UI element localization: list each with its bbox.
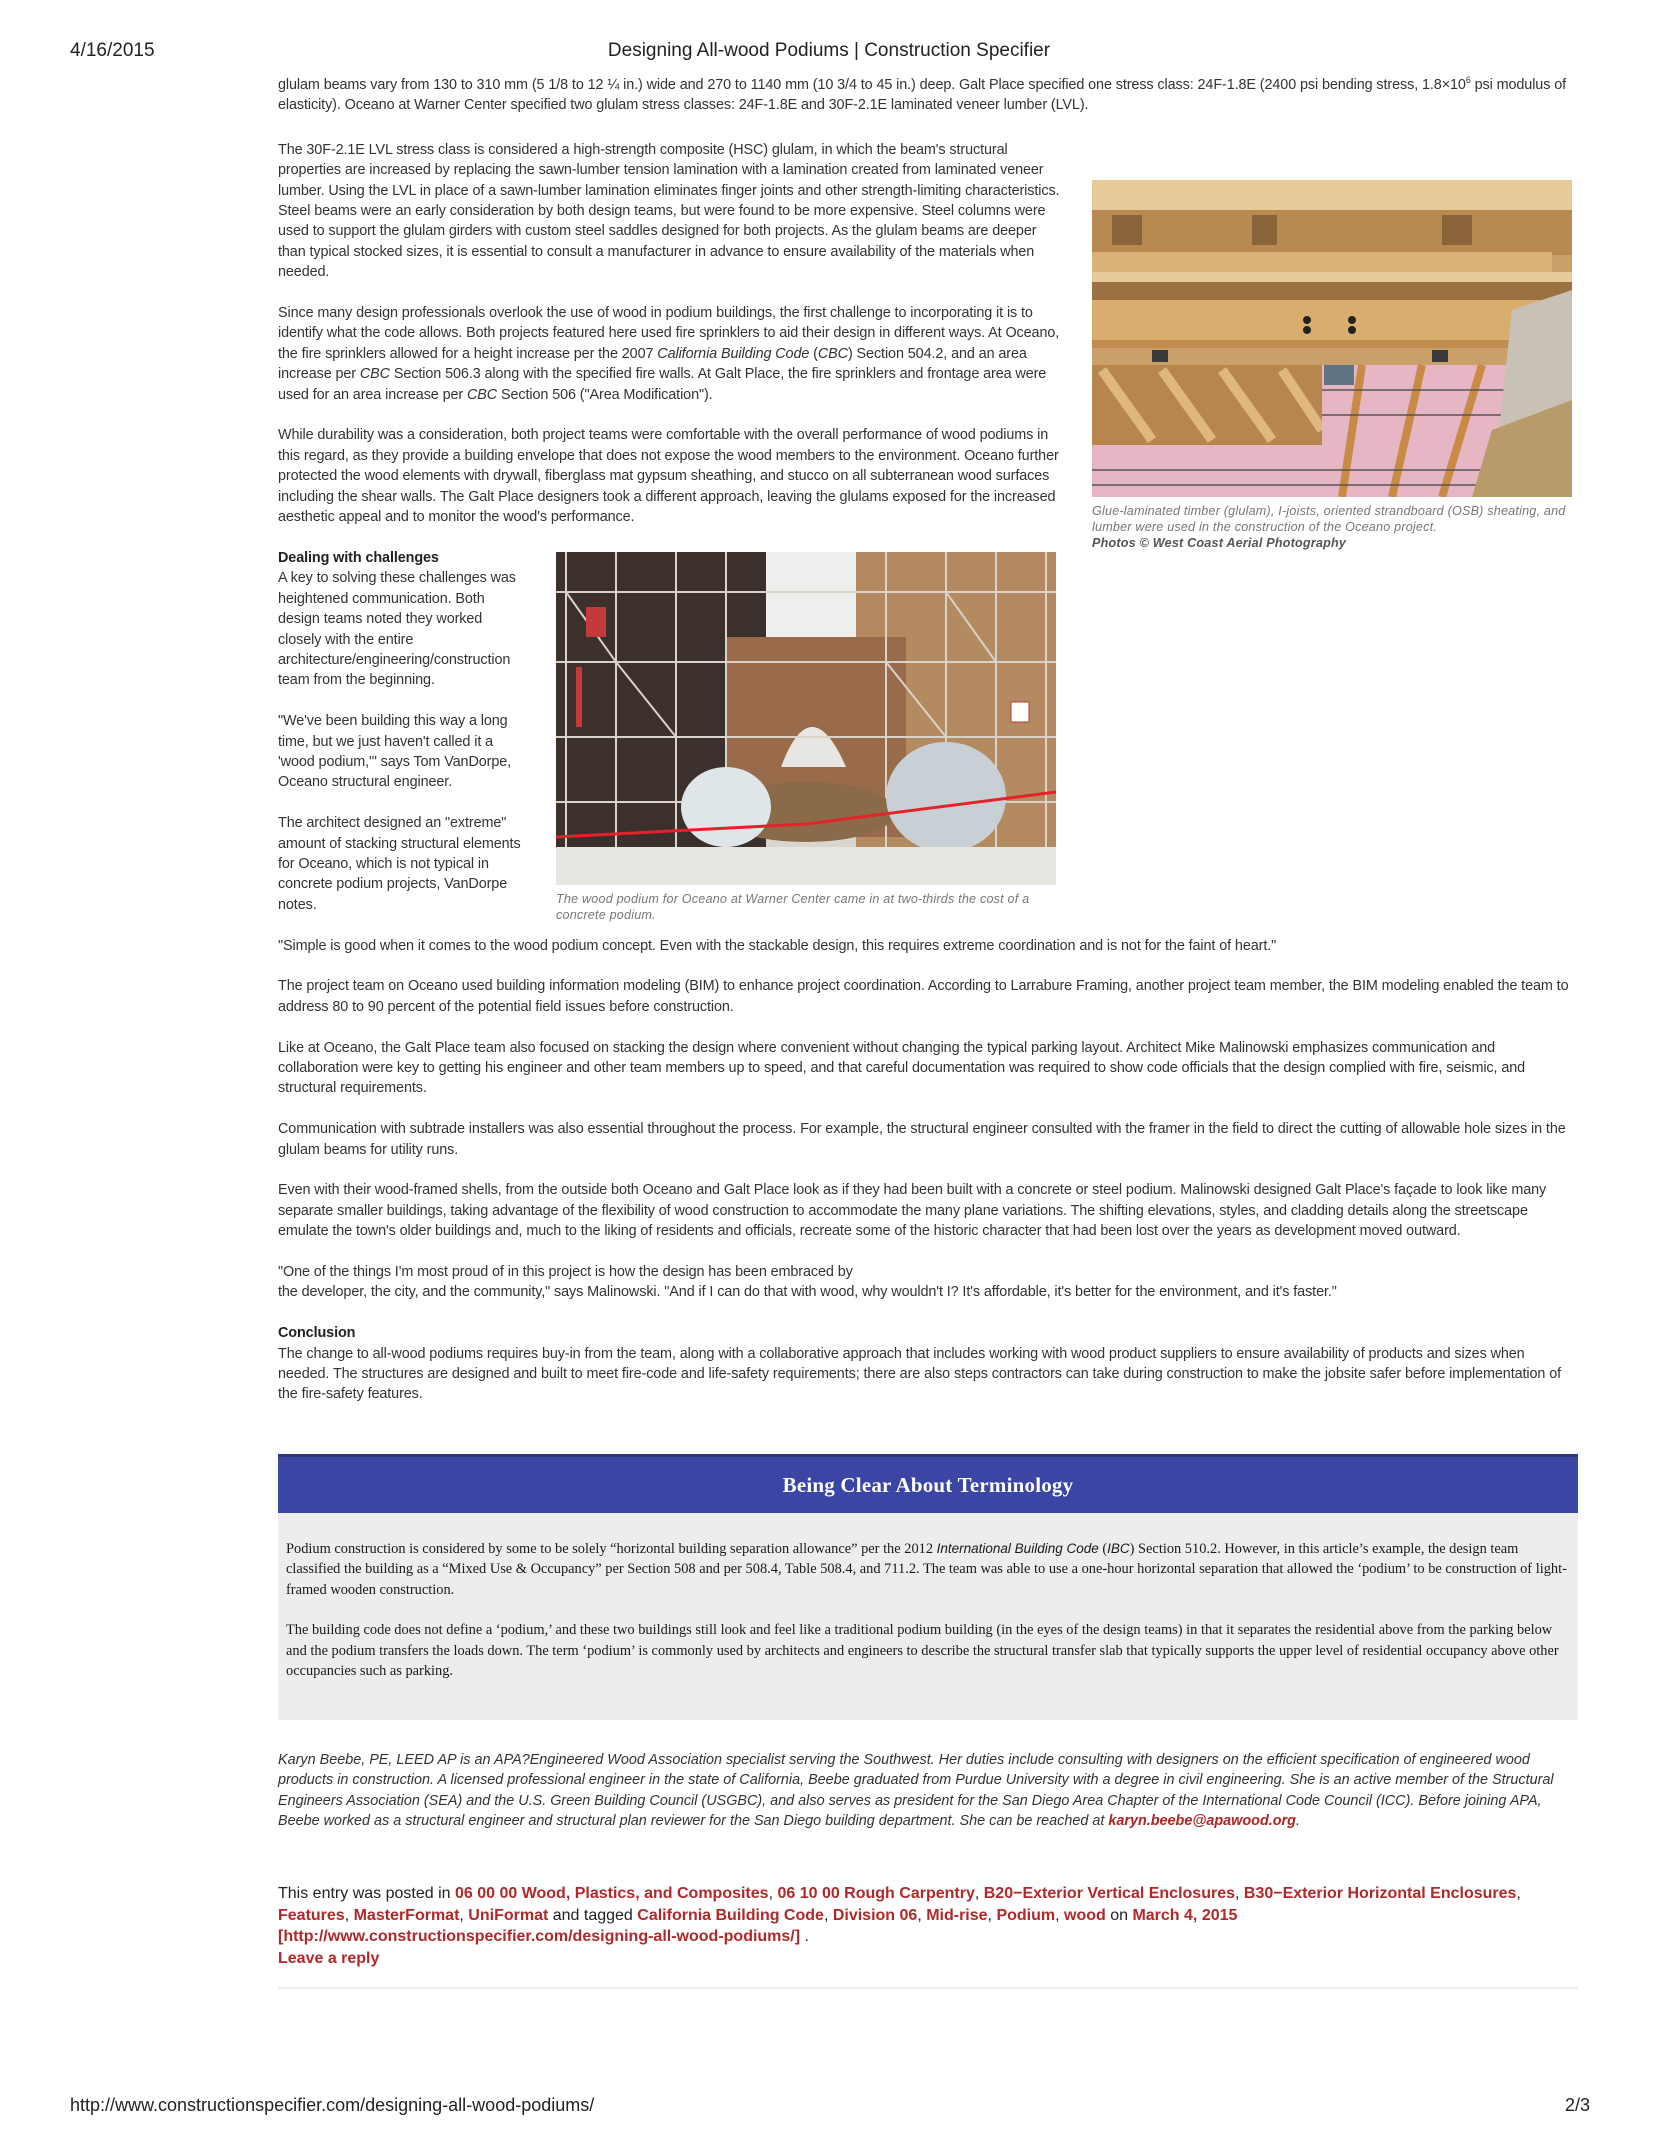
paragraph-galt: Like at Oceano, the Galt Place team also focused on stacking the design where convenient without changing the typical parking layout. Architect Mike Malinowski emphasizes communication and collaboration were key to getting his engineer and other team members up to speed, and that careful documentation was required to show code officials that the design complied with fire, seismic, and structural requirements. [278, 1039, 1526, 1097]
bio-text: Karyn Beebe, PE, LEED AP is an APA?Engineered Wood Association specialist serving the Southwest. Her duties include consulting with designers on the efficient specification of engineered wood products in construction. A licensed professional engineer in the state of California, Beebe graduated from Purdue University with a degree in civil engineering. She is an active member of the Structural Engineers Association (SEA) and the U.S. Green Building Council (USGBC), and also serves as president for the San Diego Area Chapter of the International Code Council (ICC). Before joining APA, Beebe worked as a structural engineer and structural plan reviewer for the San Diego building department. She can be reached at [278, 1752, 1554, 1830]
code-abbr: CBC [467, 386, 498, 403]
paragraph-key: A key to solving these challenges was heightened communication. Both design teams noted they worked closely with the entire architecture/engineering/construction team from the beginning. [278, 570, 516, 689]
heading-conclusion: Conclusion [278, 1325, 356, 1342]
posted-in-label: This entry was posted in [278, 1885, 455, 1902]
code-text-e: Section 506 ("Area Modification"). [497, 386, 713, 403]
print-date: 4/16/2015 [70, 40, 155, 61]
print-footer-url: http://www.constructionspecifier.com/designing-all-wood-podiums/ [70, 2095, 595, 2115]
quote-line-a: "One of the things I'm most proud of in this project is how the design has been embraced by [278, 1263, 853, 1280]
period: . [800, 1928, 809, 1946]
bio-end: . [1295, 1813, 1300, 1830]
figure-oceano-podium [556, 552, 1056, 923]
category-link[interactable]: UniFormat [468, 1906, 549, 1924]
quote-line-b: the developer, the city, and the community," says Malinowski. "And if I can do that with wood, why wouldn't I? It's affordable, it's better for the environment, and it's faster." [278, 1284, 1337, 1301]
paragraph-durability: While durability was a consideration, both project teams were comfortable with the overall performance of wood podiums in this regard, as they provide a building envelope that does not expose the wood members to the environment. Oceano further protected the wood elements with drywall, fiberglass mat gypsum sheathing, and stucco on all subterranean wood surfaces including the shear walls. The Galt Place designers took a different approach, leaving the glulams exposed for the increased aesthetic appeal and to monitor the wood's performance. [278, 427, 1059, 526]
ibc-title: International Building Code [936, 1541, 1099, 1556]
term-text-b: ( [1098, 1541, 1108, 1557]
category-link[interactable]: Features [278, 1906, 345, 1924]
photo-credit: Photos © West Coast Aerial Photography [1092, 535, 1347, 550]
photo-oceano-podium [556, 552, 1056, 885]
paragraph-conclusion: The change to all-wood podiums requires buy-in from the team, along with a collaborative approach that includes working with wood product suppliers to ensure availability of products and sizes when needed. The structures are designed and built to meet fire-code and life-safety requirements; there are also steps contractors can take during construction to make the jobsite safer before implementation of the fire-safety features. [278, 1345, 1562, 1403]
print-page-number: 2/3 [1565, 2095, 1591, 2115]
tag-link[interactable]: California Building Code [637, 1906, 824, 1924]
intro-text-a: glulam beams vary from 130 to 310 mm (5 1/8 to 12 ¼ in.) wide and 270 to 1140 mm (10 3/4 to 45 in.) deep. Galt Place specified one stress class: 24F-1.8E (2400 psi bending stress, 1.8×10 [278, 77, 1466, 93]
category-link[interactable]: MasterFormat [353, 1906, 460, 1924]
print-page-title: Designing All-wood Podiums | Construction Specifier [607, 40, 1051, 61]
permalink[interactable]: [http://www.constructionspecifier.com/designing-all-wood-podiums/] [278, 1928, 801, 1946]
code-title: California Building Code [657, 345, 810, 362]
entry-meta: This entry was posted in 06 00 00 Wood, Plastics, and Composites, 06 10 00 Rough Carpentry, B20−Exterior Vertical Enclosures, B30−Exterior Horizontal Enclosures, Features, MasterFormat, UniFormat and tagged California Building Code, Division 06, Mid-rise, Podium, wood on March 4, 2015 [http://www.constructionspecifier.com/designing-all-wood-podiums/] . Leave a reply [278, 1885, 1521, 1967]
figure1-caption-text: Glue-laminated timber (glulam), I-joists, oriented strandboard (OSB) sheating, and lumber were used in the construction of the Oceano project. [1092, 503, 1566, 534]
category-link[interactable]: B20−Exterior Vertical Enclosures [983, 1885, 1235, 1902]
paragraph-quote-simple: "Simple is good when it comes to the wood podium concept. Even with the stackable design, this requires extreme coordination and is not for the faint of heart." [278, 937, 1277, 954]
terminology-banner [278, 1454, 1578, 1513]
code-text-d: Section 506.3 along with the specified fire walls. At Galt Place, the fire sprinklers and frontage area were used for an area increase per [278, 366, 1047, 403]
post-date-link[interactable]: March 4, 2015 [1132, 1906, 1238, 1924]
on-label: on [1105, 1906, 1133, 1924]
author-bio [278, 1750, 1578, 1832]
paragraph-quote-vandorpe: "We've been building this way a long time, but we just haven't called it a 'wood podium,'" says Tom VanDorpe, Oceano structural engineer. [278, 713, 512, 791]
leave-reply-link[interactable]: Leave a reply [278, 1949, 380, 1967]
photo-scaffolding-illustration [556, 552, 1056, 885]
paragraph-shells: Even with their wood-framed shells, from the outside both Oceano and Galt Place look as if they had been built with a concrete or steel podium. Malinowski designed Galt Place's façade to look like many separate smaller buildings, taking advantage of the flexibility of wood construction to accommodate the many plane variations. The shifting elevations, styles, and cladding details along the streetscape emulate the town's older buildings and, much to the liking of residents and officials, recreate some of the historic character that had been lost over the years as development moved outward. [278, 1182, 1547, 1240]
terminology-paragraph-1 [286, 1539, 1570, 1600]
heading-dealing-with-challenges: Dealing with challenges [278, 549, 439, 566]
paragraph-hsc: The 30F-2.1E LVL stress class is considered a high-strength composite (HSC) glulam, in which the beam's structural properties are increased by replacing the sawn-lumber tension lamination with a lamination created from laminated veneer lumber. Using the LVL in place of a sawn-lumber lamination eliminates finger joints and other strength-limiting characteristics. Steel beams were an early consideration by both design teams, but were found to be more expensive. Steel columns were used to support the glulam girders with custom steel saddles designed for both projects. As the glulam beams are deeper than typical stocked sizes, it is essential to consult a manufacturer in advance to ensure availability of the materials when needed. [278, 141, 1060, 281]
ibc-abbr: IBC [1107, 1541, 1130, 1556]
category-link[interactable]: 06 10 00 Rough Carpentry [777, 1885, 975, 1902]
tag-link[interactable]: wood [1064, 1906, 1106, 1924]
terminology-title: Being Clear About Terminology [782, 1472, 1074, 1497]
category-link[interactable]: 06 00 00 Wood, Plastics, and Composites [454, 1885, 769, 1902]
tag-link[interactable]: Mid-rise [926, 1906, 988, 1924]
terminology-body [278, 1513, 1578, 1720]
paragraph-subtrade: Communication with subtrade installers was also essential throughout the process. For example, the structural engineer consulted with the framer in the field to direct the cutting of allowable hole sizes in the glulam beams for utility runs. [278, 1121, 1566, 1158]
code-abbr: CBC [359, 366, 390, 383]
code-abbr: CBC [817, 345, 848, 362]
tag-link[interactable]: Podium [996, 1906, 1056, 1924]
photo-glulam-illustration [1092, 180, 1572, 497]
divider [278, 1987, 1578, 1989]
code-text-a: Since many design professionals overlook the use of wood in podium buildings, the first challenge to incorporating it is to identify what the code allows. Both projects featured here used fire sprinklers to aid their design in different ways. At Oceano, the fire sprinklers allowed for a height increase per the 2007 [278, 305, 1060, 362]
intro-text-b: psi modulus of elasticity). Oceano at Warner Center specified two glulam stress classes: 24F-1.8E and 30F-2.1E laminated veneer lumber (LVL). [278, 77, 1567, 114]
code-text-c: ) Section 504.2, and an area increase per [278, 345, 1027, 383]
tag-link[interactable]: Division 06 [832, 1906, 918, 1924]
intro-paragraph [278, 75, 1578, 116]
term-text-a: Podium construction is considered by some to be solely “horizontal building separation allowance” per the 2012 [286, 1541, 937, 1557]
tagged-label: and tagged [548, 1906, 638, 1924]
author-email-link[interactable]: karyn.beebe@apawood.org [1108, 1813, 1296, 1830]
paragraph-extreme: The architect designed an "extreme" amount of stacking structural elements for Oceano, which is not typical in concrete podium projects, VanDorpe notes. [278, 815, 521, 913]
photo-glulam-beams [1092, 180, 1572, 497]
code-text-b: ( [809, 345, 818, 362]
paragraph-bim: The project team on Oceano used building information modeling (BIM) to enhance project coordination. According to Larrabure Framing, another project team member, the BIM modeling enabled the team to address 80 to 90 percent of the potential field issues before construction. [278, 978, 1569, 1015]
terminology-paragraph-2: The building code does not define a ‘podium,’ and these two buildings still look and feel like a traditional podium building (in the eyes of the design teams) in that it separates the residential above from the parking below and the podium transfers the loads down. The term ‘podium’ is commonly used by architects and engineers to describe the structural transfer slab that typically supports the upper level of residential occupancy above other occupancies such as parking. [286, 1622, 1559, 1680]
figure2-caption: The wood podium for Oceano at Warner Center came in at two-thirds the cost of a concrete podium. [556, 891, 1030, 922]
figure-glulam-beams [1092, 180, 1572, 551]
terminology-sidebar-box [278, 1454, 1578, 1720]
figure1-caption [1092, 503, 1572, 551]
superscript: 6 [1465, 75, 1471, 85]
paragraph-quote-malinowski [278, 1262, 1578, 1303]
term-text-c: ) Section 510.2. However, in this article’s example, the design team classified the building as a “Mixed Use & Occupancy” per Section 508 and per 508.4, Table 508.4, and 711.2. The team was able to use a one-hour horizontal separation that allowed the ‘podium’ to be construction of light-framed wooden construction. [286, 1541, 1567, 1598]
category-link[interactable]: B30−Exterior Horizontal Enclosures [1243, 1885, 1517, 1902]
article-body [278, 75, 1578, 1425]
